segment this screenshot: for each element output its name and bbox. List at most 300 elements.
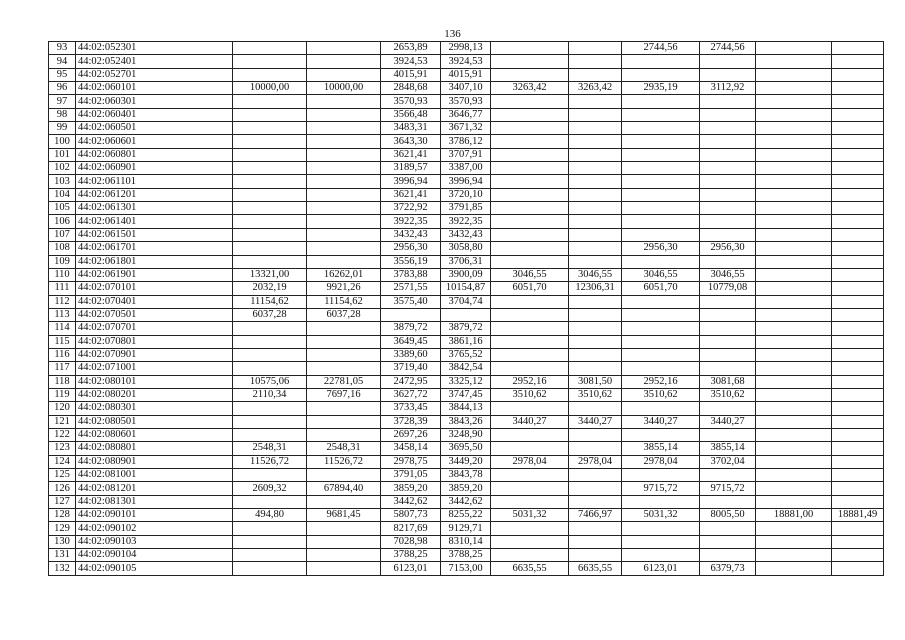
table-row [49, 522, 884, 535]
value-col-4-cell: 3449,20 [441, 455, 491, 468]
row-number-cell: 110 [49, 268, 76, 281]
value-col-1-cell [233, 535, 307, 548]
value-col-7-cell: 3046,55 [622, 268, 700, 281]
value-col-7-cell: 3440,27 [622, 415, 700, 428]
cadastral-code-cell: 44:02:061201 [76, 188, 233, 201]
cadastral-code-cell: 44:02:060401 [76, 108, 233, 121]
table-row [49, 175, 884, 188]
value-col-10-cell [832, 268, 884, 281]
table-row [49, 95, 884, 108]
value-col-2-cell: 9681,45 [307, 509, 381, 522]
value-col-10-cell [832, 175, 884, 188]
value-col-8-cell [700, 228, 756, 241]
value-col-8-cell [700, 175, 756, 188]
value-col-8-cell: 3440,27 [700, 415, 756, 428]
table-row [49, 188, 884, 201]
value-col-2-cell [307, 348, 381, 361]
value-col-3-cell: 3649,45 [381, 335, 441, 348]
value-col-10-cell [832, 495, 884, 508]
cadastral-code-cell: 44:02:090101 [76, 509, 233, 522]
value-col-8-cell: 2744,56 [700, 42, 756, 55]
value-col-3-cell: 7028,98 [381, 535, 441, 548]
value-col-9-cell [756, 122, 832, 135]
value-col-2-cell [307, 335, 381, 348]
value-col-3-cell: 2472,95 [381, 375, 441, 388]
value-col-2-cell [307, 188, 381, 201]
value-col-2-cell [307, 522, 381, 535]
value-col-5-cell [491, 55, 569, 68]
value-col-3-cell: 3733,45 [381, 402, 441, 415]
value-col-5-cell [491, 535, 569, 548]
value-col-5-cell: 3263,42 [491, 82, 569, 95]
value-col-1-cell: 11526,72 [233, 455, 307, 468]
cadastral-code-cell: 44:02:060501 [76, 122, 233, 135]
value-col-8-cell [700, 295, 756, 308]
value-col-6-cell [569, 55, 622, 68]
value-col-6-cell [569, 295, 622, 308]
cadastral-code-cell: 44:02:081001 [76, 469, 233, 482]
value-col-4-cell: 8255,22 [441, 509, 491, 522]
value-col-4-cell: 3791,85 [441, 202, 491, 215]
value-col-7-cell [622, 255, 700, 268]
value-col-6-cell [569, 549, 622, 562]
cadastral-code-cell: 44:02:060801 [76, 148, 233, 161]
value-col-6-cell [569, 308, 622, 321]
value-col-1-cell [233, 495, 307, 508]
table-row [49, 42, 884, 55]
value-col-8-cell [700, 535, 756, 548]
value-col-1-cell [233, 68, 307, 81]
value-col-2-cell: 11526,72 [307, 455, 381, 468]
table-row [49, 535, 884, 548]
value-col-4-cell: 3922,35 [441, 215, 491, 228]
value-col-8-cell [700, 255, 756, 268]
value-col-8-cell: 10779,08 [700, 282, 756, 295]
value-col-7-cell [622, 175, 700, 188]
value-col-5-cell [491, 188, 569, 201]
value-col-5-cell [491, 95, 569, 108]
value-col-2-cell [307, 162, 381, 175]
value-col-8-cell [700, 549, 756, 562]
value-col-5-cell [491, 322, 569, 335]
row-number-cell: 121 [49, 415, 76, 428]
value-col-2-cell [307, 108, 381, 121]
value-col-5-cell [491, 402, 569, 415]
table-row [49, 242, 884, 255]
value-col-6-cell: 3440,27 [569, 415, 622, 428]
row-number-cell: 98 [49, 108, 76, 121]
cadastral-code-cell: 44:02:061701 [76, 242, 233, 255]
row-number-cell: 93 [49, 42, 76, 55]
value-col-6-cell [569, 428, 622, 441]
value-col-8-cell: 2956,30 [700, 242, 756, 255]
value-col-5-cell: 3440,27 [491, 415, 569, 428]
cadastral-code-cell: 44:02:052301 [76, 42, 233, 55]
cadastral-code-cell: 44:02:070101 [76, 282, 233, 295]
table-row [49, 268, 884, 281]
value-col-9-cell [756, 549, 832, 562]
value-col-4-cell: 2998,13 [441, 42, 491, 55]
value-col-8-cell [700, 402, 756, 415]
value-col-5-cell [491, 215, 569, 228]
table-row [49, 549, 884, 562]
row-number-cell: 97 [49, 95, 76, 108]
table-row [49, 335, 884, 348]
value-col-6-cell [569, 188, 622, 201]
table-row [49, 148, 884, 161]
value-col-1-cell: 11154,62 [233, 295, 307, 308]
value-col-10-cell [832, 455, 884, 468]
value-col-10-cell [832, 482, 884, 495]
value-col-1-cell: 10575,06 [233, 375, 307, 388]
cadastral-code-cell: 44:02:060301 [76, 95, 233, 108]
value-col-7-cell [622, 335, 700, 348]
cadastral-code-cell: 44:02:090102 [76, 522, 233, 535]
row-number-cell: 115 [49, 335, 76, 348]
cadastral-code-cell: 44:02:060601 [76, 135, 233, 148]
value-col-3-cell: 2956,30 [381, 242, 441, 255]
value-col-1-cell [233, 55, 307, 68]
value-col-4-cell: 3861,16 [441, 335, 491, 348]
value-col-3-cell: 3621,41 [381, 188, 441, 201]
value-col-7-cell [622, 428, 700, 441]
value-col-6-cell [569, 348, 622, 361]
row-number-cell: 112 [49, 295, 76, 308]
row-number-cell: 117 [49, 362, 76, 375]
value-col-5-cell [491, 242, 569, 255]
value-col-9-cell [756, 282, 832, 295]
value-col-8-cell [700, 522, 756, 535]
value-col-4-cell: 3058,80 [441, 242, 491, 255]
value-col-9-cell [756, 268, 832, 281]
value-col-10-cell [832, 55, 884, 68]
table-row [49, 562, 884, 575]
value-col-4-cell: 3646,77 [441, 108, 491, 121]
value-col-10-cell [832, 362, 884, 375]
row-number-cell: 106 [49, 215, 76, 228]
value-col-10-cell [832, 215, 884, 228]
value-col-5-cell: 3046,55 [491, 268, 569, 281]
value-col-8-cell [700, 215, 756, 228]
cadastral-code-cell: 44:02:060101 [76, 82, 233, 95]
value-col-8-cell: 3081,68 [700, 375, 756, 388]
row-number-cell: 120 [49, 402, 76, 415]
value-col-5-cell [491, 175, 569, 188]
cadastral-code-cell: 44:02:080301 [76, 402, 233, 415]
value-col-6-cell [569, 135, 622, 148]
value-col-6-cell: 3263,42 [569, 82, 622, 95]
value-col-10-cell [832, 562, 884, 575]
value-col-4-cell: 3843,26 [441, 415, 491, 428]
value-col-2-cell [307, 228, 381, 241]
value-col-6-cell [569, 215, 622, 228]
value-col-3-cell: 2571,55 [381, 282, 441, 295]
value-col-7-cell [622, 295, 700, 308]
cadastral-code-cell: 44:02:070701 [76, 322, 233, 335]
table-row [49, 415, 884, 428]
cadastral-code-cell: 44:02:080601 [76, 428, 233, 441]
value-col-8-cell [700, 362, 756, 375]
value-col-4-cell: 3843,78 [441, 469, 491, 482]
value-col-10-cell [832, 108, 884, 121]
value-col-9-cell [756, 148, 832, 161]
value-col-10-cell [832, 95, 884, 108]
value-col-4-cell: 10154,87 [441, 282, 491, 295]
table-row [49, 509, 884, 522]
value-col-8-cell [700, 162, 756, 175]
value-col-10-cell [832, 402, 884, 415]
value-col-1-cell [233, 428, 307, 441]
cadastral-code-cell: 44:02:061301 [76, 202, 233, 215]
value-col-6-cell: 6635,55 [569, 562, 622, 575]
value-col-10-cell [832, 415, 884, 428]
value-col-1-cell: 6037,28 [233, 308, 307, 321]
cadastral-code-cell: 44:02:080801 [76, 442, 233, 455]
value-col-5-cell [491, 255, 569, 268]
value-col-8-cell: 6379,73 [700, 562, 756, 575]
row-number-cell: 103 [49, 175, 76, 188]
value-col-1-cell [233, 95, 307, 108]
value-col-6-cell [569, 535, 622, 548]
value-col-2-cell: 67894,40 [307, 482, 381, 495]
value-col-9-cell [756, 68, 832, 81]
value-col-2-cell [307, 135, 381, 148]
value-col-6-cell [569, 402, 622, 415]
value-col-9-cell [756, 188, 832, 201]
value-col-3-cell: 3722,92 [381, 202, 441, 215]
value-col-6-cell [569, 255, 622, 268]
value-col-10-cell [832, 375, 884, 388]
value-col-7-cell [622, 215, 700, 228]
row-number-cell: 118 [49, 375, 76, 388]
cadastral-code-cell: 44:02:090104 [76, 549, 233, 562]
value-col-6-cell [569, 95, 622, 108]
value-col-6-cell [569, 522, 622, 535]
value-col-3-cell: 3627,72 [381, 388, 441, 401]
value-col-1-cell [233, 469, 307, 482]
value-col-10-cell [832, 228, 884, 241]
row-number-cell: 114 [49, 322, 76, 335]
row-number-cell: 113 [49, 308, 76, 321]
value-col-4-cell: 3442,62 [441, 495, 491, 508]
value-col-8-cell: 3510,62 [700, 388, 756, 401]
value-col-6-cell [569, 202, 622, 215]
value-col-1-cell [233, 162, 307, 175]
cadastral-code-cell: 44:02:080501 [76, 415, 233, 428]
value-col-2-cell [307, 562, 381, 575]
value-col-7-cell [622, 95, 700, 108]
value-col-7-cell [622, 228, 700, 241]
value-col-4-cell: 3248,90 [441, 428, 491, 441]
value-col-4-cell: 3900,09 [441, 268, 491, 281]
value-col-3-cell: 3442,62 [381, 495, 441, 508]
value-col-4-cell: 3844,13 [441, 402, 491, 415]
cadastral-code-cell: 44:02:080901 [76, 455, 233, 468]
value-col-4-cell: 3786,12 [441, 135, 491, 148]
value-col-1-cell [233, 335, 307, 348]
value-col-1-cell: 2032,19 [233, 282, 307, 295]
value-col-1-cell [233, 202, 307, 215]
cadastral-code-cell: 44:02:052701 [76, 68, 233, 81]
cadastral-code-cell: 44:02:061801 [76, 255, 233, 268]
table-row [49, 295, 884, 308]
value-col-2-cell: 11154,62 [307, 295, 381, 308]
value-col-8-cell [700, 95, 756, 108]
row-number-cell: 119 [49, 388, 76, 401]
cadastral-code-cell: 44:02:070901 [76, 348, 233, 361]
value-col-5-cell [491, 228, 569, 241]
value-col-8-cell: 3702,04 [700, 455, 756, 468]
row-number-cell: 124 [49, 455, 76, 468]
value-col-5-cell [491, 295, 569, 308]
value-col-9-cell [756, 455, 832, 468]
value-col-7-cell [622, 522, 700, 535]
value-col-7-cell [622, 68, 700, 81]
value-col-2-cell [307, 175, 381, 188]
value-col-6-cell [569, 42, 622, 55]
value-col-9-cell [756, 135, 832, 148]
value-col-4-cell: 3387,00 [441, 162, 491, 175]
cadastral-code-cell: 44:02:070501 [76, 308, 233, 321]
value-col-7-cell: 5031,32 [622, 509, 700, 522]
row-number-cell: 130 [49, 535, 76, 548]
value-col-1-cell [233, 348, 307, 361]
value-col-10-cell [832, 148, 884, 161]
value-col-2-cell [307, 469, 381, 482]
value-col-3-cell: 3728,39 [381, 415, 441, 428]
row-number-cell: 102 [49, 162, 76, 175]
cadastral-code-cell: 44:02:060901 [76, 162, 233, 175]
value-col-10-cell [832, 335, 884, 348]
value-col-6-cell: 7466,97 [569, 509, 622, 522]
cadastral-code-cell: 44:02:061101 [76, 175, 233, 188]
value-col-7-cell [622, 362, 700, 375]
value-col-3-cell: 3859,20 [381, 482, 441, 495]
value-col-3-cell: 3432,43 [381, 228, 441, 241]
value-col-3-cell: 8217,69 [381, 522, 441, 535]
value-col-3-cell: 3621,41 [381, 148, 441, 161]
value-col-4-cell: 3695,50 [441, 442, 491, 455]
table-row [49, 495, 884, 508]
value-col-6-cell: 2978,04 [569, 455, 622, 468]
value-col-2-cell: 22781,05 [307, 375, 381, 388]
cadastral-code-cell: 44:02:061501 [76, 228, 233, 241]
value-col-8-cell: 9715,72 [700, 482, 756, 495]
value-col-1-cell [233, 108, 307, 121]
value-col-9-cell [756, 108, 832, 121]
value-col-5-cell: 6051,70 [491, 282, 569, 295]
value-col-7-cell [622, 322, 700, 335]
value-col-8-cell [700, 148, 756, 161]
cadastral-code-cell: 44:02:052401 [76, 55, 233, 68]
value-col-8-cell: 3112,92 [700, 82, 756, 95]
value-col-10-cell [832, 348, 884, 361]
table-row [49, 375, 884, 388]
value-col-1-cell: 2110,34 [233, 388, 307, 401]
value-col-2-cell: 7697,16 [307, 388, 381, 401]
table-row [49, 55, 884, 68]
value-col-9-cell [756, 428, 832, 441]
value-col-3-cell: 3189,57 [381, 162, 441, 175]
row-number-cell: 104 [49, 188, 76, 201]
value-col-1-cell [233, 175, 307, 188]
value-col-1-cell: 494,80 [233, 509, 307, 522]
value-col-7-cell [622, 135, 700, 148]
value-col-7-cell: 6123,01 [622, 562, 700, 575]
value-col-6-cell [569, 228, 622, 241]
value-col-7-cell [622, 162, 700, 175]
value-col-2-cell: 9921,26 [307, 282, 381, 295]
value-col-9-cell [756, 402, 832, 415]
value-col-9-cell [756, 388, 832, 401]
cadastral-code-cell: 44:02:070401 [76, 295, 233, 308]
row-number-cell: 122 [49, 428, 76, 441]
row-number-cell: 132 [49, 562, 76, 575]
value-col-2-cell: 6037,28 [307, 308, 381, 321]
value-col-9-cell [756, 42, 832, 55]
value-col-7-cell: 2744,56 [622, 42, 700, 55]
value-col-5-cell [491, 122, 569, 135]
value-col-8-cell [700, 55, 756, 68]
value-col-1-cell: 13321,00 [233, 268, 307, 281]
table-row [49, 442, 884, 455]
row-number-cell: 96 [49, 82, 76, 95]
row-number-cell: 108 [49, 242, 76, 255]
value-col-7-cell: 2956,30 [622, 242, 700, 255]
value-col-3-cell: 2653,89 [381, 42, 441, 55]
value-col-5-cell [491, 335, 569, 348]
value-col-5-cell: 3510,62 [491, 388, 569, 401]
value-col-4-cell: 3996,94 [441, 175, 491, 188]
value-col-1-cell [233, 148, 307, 161]
row-number-cell: 128 [49, 509, 76, 522]
value-col-1-cell [233, 255, 307, 268]
value-col-3-cell: 3643,30 [381, 135, 441, 148]
table-row [49, 469, 884, 482]
value-col-10-cell [832, 469, 884, 482]
value-col-5-cell [491, 108, 569, 121]
value-col-10-cell [832, 549, 884, 562]
value-col-8-cell: 3855,14 [700, 442, 756, 455]
value-col-4-cell: 3432,43 [441, 228, 491, 241]
value-col-3-cell: 3556,19 [381, 255, 441, 268]
value-col-10-cell [832, 322, 884, 335]
row-number-cell: 123 [49, 442, 76, 455]
value-col-6-cell: 3081,50 [569, 375, 622, 388]
table-row [49, 282, 884, 295]
value-col-7-cell [622, 469, 700, 482]
value-col-8-cell [700, 335, 756, 348]
value-col-8-cell [700, 188, 756, 201]
value-col-5-cell: 2978,04 [491, 455, 569, 468]
value-col-4-cell: 3407,10 [441, 82, 491, 95]
value-col-7-cell: 9715,72 [622, 482, 700, 495]
row-number-cell: 109 [49, 255, 76, 268]
row-number-cell: 107 [49, 228, 76, 241]
table-row [49, 308, 884, 321]
value-col-8-cell [700, 322, 756, 335]
value-col-6-cell: 3046,55 [569, 268, 622, 281]
table-row [49, 482, 884, 495]
value-col-4-cell [441, 308, 491, 321]
value-col-4-cell: 3765,52 [441, 348, 491, 361]
value-col-2-cell [307, 362, 381, 375]
value-col-2-cell [307, 322, 381, 335]
table-row [49, 228, 884, 241]
value-col-1-cell [233, 228, 307, 241]
value-col-7-cell [622, 188, 700, 201]
value-col-5-cell [491, 469, 569, 482]
